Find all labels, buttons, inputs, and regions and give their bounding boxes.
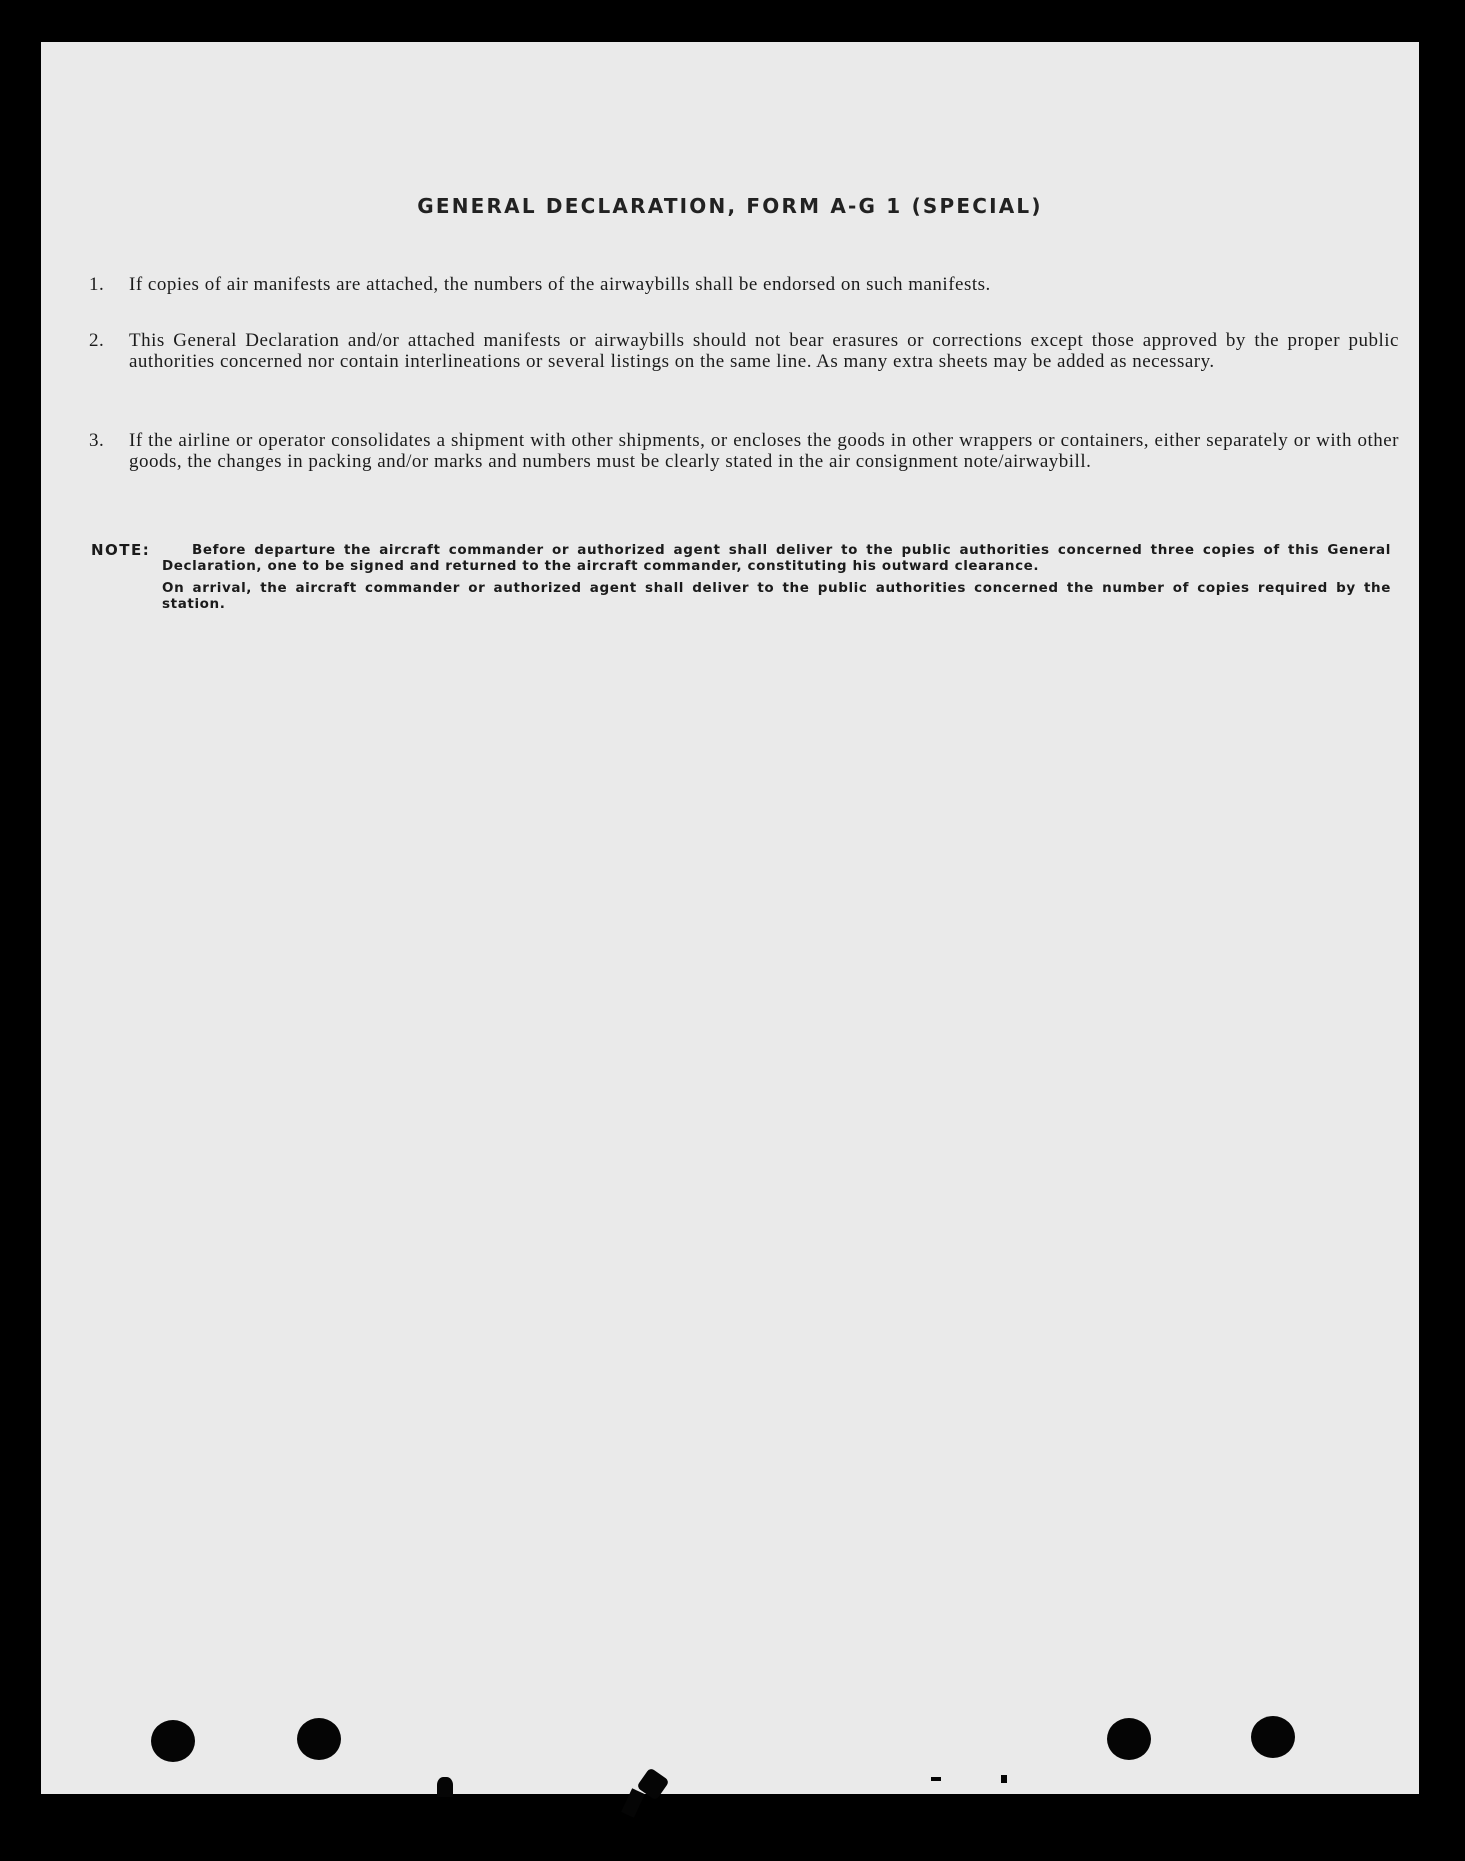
instruction-item-1 [89,274,1399,295]
paper-tear-mark [1001,1775,1007,1783]
note-label: NOTE: [91,541,151,559]
document-page [41,42,1419,1794]
paper-tear-mark [437,1777,453,1797]
note-paragraph-departure: Before departure the aircraft commander or authorized agent shall deliver to the public authorities concerned three copies of this General Declaration, one to be signed and returned to the aircraft commander, constituting his outward clearance. [162,542,1391,574]
note-section [91,542,1391,612]
instruction-item-3 [89,430,1399,472]
item-text: This General Declaration and/or attached manifests or airwaybills should not bear erasures or corrections except those approved by the proper public authorities concerned nor contain interlineations or several listings on the same line. As many extra sheets may be added as necessary. [129,330,1399,372]
paper-tear-mark [931,1777,941,1781]
punch-hole [1107,1718,1151,1760]
item-text: If the airline or operator consolidates a shipment with other shipments, or encloses the goods in other wrappers or containers, either separately or with other goods, the changes in packing and/or marks and numbers must be clearly stated in the air consignment note/airwaybill. [129,430,1399,472]
item-number: 2. [89,330,105,351]
item-number: 1. [89,274,105,295]
form-title: GENERAL DECLARATION, FORM A-G 1 (SPECIAL) [417,194,1043,218]
punch-hole [1251,1716,1295,1758]
item-text: If copies of air manifests are attached, the numbers of the airwaybills shall be endorsed on such manifests. [129,274,991,295]
item-number: 3. [89,430,105,451]
instruction-item-2 [89,330,1399,372]
punch-hole [297,1718,341,1760]
punch-hole [151,1720,195,1762]
note-paragraph-arrival: On arrival, the aircraft commander or authorized agent shall deliver to the public authorities concerned the number of copies required by the station. [162,580,1391,612]
